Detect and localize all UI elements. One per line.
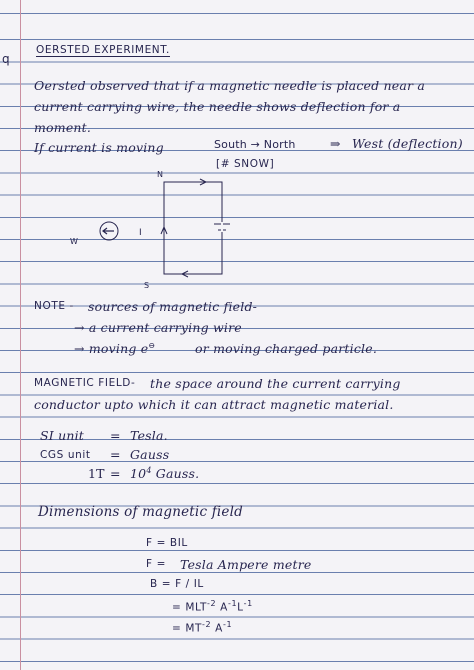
moving-direction: South → North <box>214 138 296 151</box>
moving-condition: If current is moving <box>34 140 164 155</box>
si-unit-value: Tesla. <box>130 428 168 443</box>
cgs-unit-label: CGS unit <box>40 449 91 461</box>
tesla-conversion: $10^4$ Gauss. <box>130 466 200 482</box>
dimension-line-2-right: Tesla Ampere metre <box>180 557 312 572</box>
intro-line-2: current carrying wire, the needle shows deflection for a <box>34 99 401 114</box>
dimensions-heading: Dimensions of magnetic field <box>38 504 243 520</box>
diagram-south-label: S <box>144 281 150 290</box>
intro-line-1: Oersted observed that if a magnetic needle is placed near a <box>34 78 426 93</box>
dimension-line-3: B = F / IL <box>150 578 204 590</box>
snow-rule: [# SNOW] <box>216 158 275 170</box>
circuit-wire <box>164 182 222 274</box>
note-item-3: or moving charged particle. <box>195 341 378 356</box>
implies-arrow: ⇒ <box>330 136 341 151</box>
page-title: OERSTED EXPERIMENT. <box>36 44 170 56</box>
dimension-line-2-left: F = <box>146 558 166 570</box>
battery-gap <box>221 222 223 232</box>
compass-needle-arrow-icon <box>103 228 114 234</box>
magnetic-field-line-2: conductor upto which it can attract magnetic material. <box>34 397 394 412</box>
note-text: sources of magnetic field- <box>88 299 258 314</box>
cgs-unit-equals: = <box>110 447 121 462</box>
tesla-label: 1T <box>88 466 105 481</box>
si-unit-label: SI unit <box>40 428 84 443</box>
magnetic-field-line-1: the space around the current carrying <box>150 376 401 391</box>
note-label: NOTE - <box>34 300 74 312</box>
oersted-diagram <box>60 164 260 294</box>
diagram-current-label: I <box>139 228 142 238</box>
magnetic-field-label: MAGNETIC FIELD- <box>34 377 136 389</box>
intro-line-3: moment. <box>34 120 92 135</box>
margin-mark: q <box>2 52 10 66</box>
dimension-line-1: F = BIL <box>146 537 188 549</box>
dimension-line-4: = $MLT^{-2}$ $A^{-1}L^{-1}$ <box>172 599 253 614</box>
diagram-north-label: N <box>157 170 163 179</box>
note-item-2: → moving e⊖ <box>74 341 156 357</box>
diagram-west-label: W <box>70 237 78 246</box>
tesla-equals: = <box>110 466 121 481</box>
moving-result: West (deflection) <box>352 136 463 151</box>
note-item-1: → a current carrying wire <box>74 320 242 335</box>
cgs-unit-value: Gauss <box>130 447 170 462</box>
dimension-line-5: = $MT^{-2}$ $A^{-1}$ <box>172 620 233 635</box>
si-unit-equals: = <box>110 428 121 443</box>
